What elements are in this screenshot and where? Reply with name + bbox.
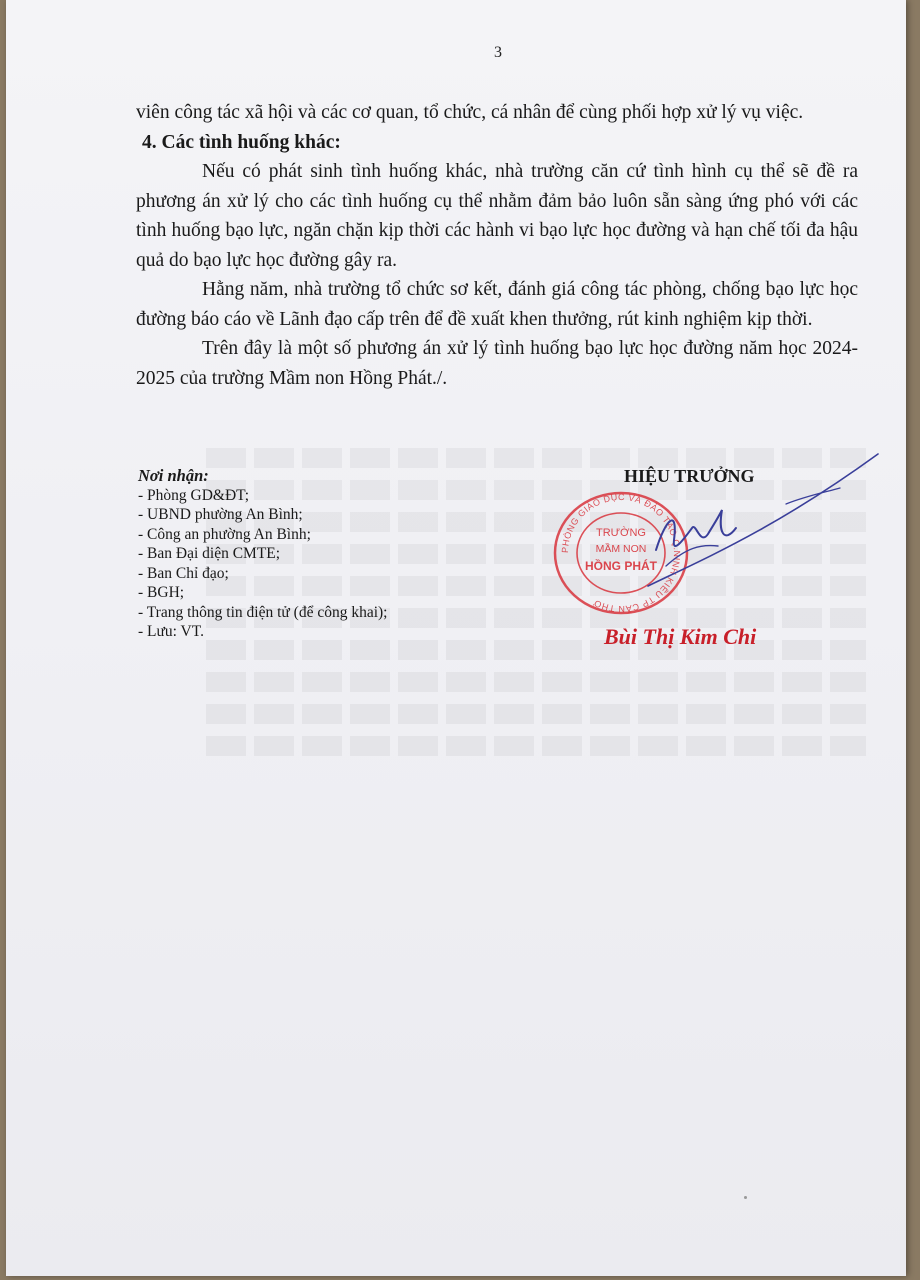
stamp-outer-text: PHÒNG GIÁO DỤC VÀ ĐÀO TẠO Q.NINH KIỀU TP CẦN THƠ <box>559 491 683 615</box>
paragraph-other-situations: Nếu có phát sinh tình huống khác, nhà trường căn cứ tình hình cụ thể sẽ đề ra phương án xử lý cho các tình huống cụ thể nhằm đảm bảo luôn sẵn sàng ứng phó với các tình huống bạo lực, ngăn chặn kịp thời các hành vi bạo lực học đường và hạn chế tối đa hậu quả do bạo lực học đường gây ra. <box>136 161 858 271</box>
paragraph-continuation: viên công tác xã hội và các cơ quan, tổ chức, cá nhân để cùng phối hợp xử lý vụ việc. <box>136 102 804 123</box>
recipient-item: - Ban Đại diện CMTE; <box>138 545 281 562</box>
section-heading: 4. Các tình huống khác: <box>142 131 341 153</box>
page-number: 3 <box>494 44 502 61</box>
recipient-item: - UBND phường An Bình; <box>138 506 303 523</box>
document-body <box>136 98 858 393</box>
stamp-line-kindergarten: MẦM NON <box>595 543 647 555</box>
recipient-item: - BGH; <box>138 584 185 601</box>
signer-title: HIỆU TRƯỞNG <box>624 466 755 486</box>
document-page <box>6 0 906 1276</box>
paragraph-annual-review: Hằng năm, nhà trường tổ chức sơ kết, đánh giá công tác phòng, chống bạo lực học đường báo cáo về Lãnh đạo cấp trên để đề xuất khen thưởng, rút kinh nghiệm kịp thời. <box>136 279 858 330</box>
handwritten-signature <box>626 448 886 598</box>
recipients-list <box>138 486 387 642</box>
recipients-block <box>138 466 387 642</box>
paper-speck <box>744 1196 747 1199</box>
paragraph-conclusion: Trên đây là một số phương án xử lý tình huống bạo lực học đường năm học 2024-2025 của trường Mầm non Hồng Phát./. <box>136 338 858 389</box>
recipient-item: - Lưu: VT. <box>138 623 204 640</box>
signer-name: Bùi Thị Kim Chi <box>604 624 757 649</box>
recipient-item: - Ban Chỉ đạo; <box>138 564 229 582</box>
recipient-item: - Trang thông tin điện tử (để công khai); <box>138 603 388 621</box>
recipient-item: - Công an phường An Bình; <box>138 525 311 543</box>
recipients-title: Nơi nhận: <box>138 466 209 485</box>
stamp-line-school: TRƯỜNG <box>596 527 646 539</box>
stamp-line-name: HỒNG PHÁT <box>585 559 657 573</box>
recipient-item: - Phòng GD&ĐT; <box>138 486 250 504</box>
